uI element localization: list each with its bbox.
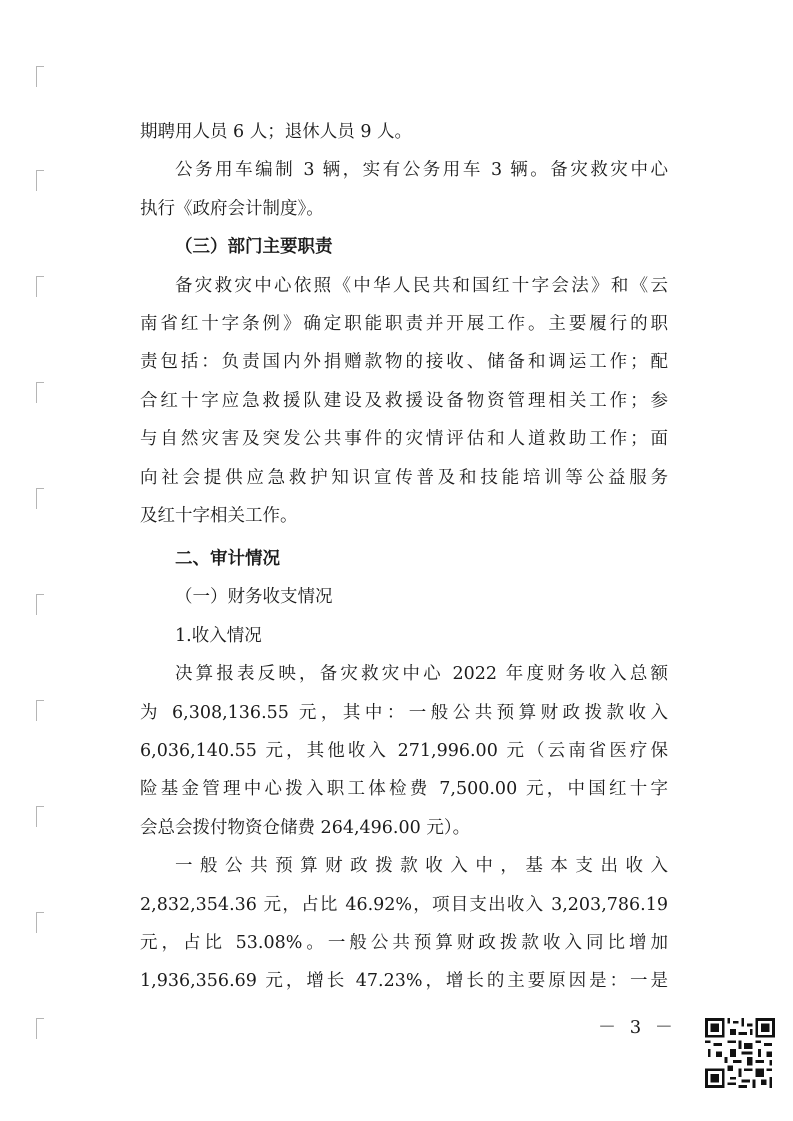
qr-code: [705, 1018, 775, 1088]
text-line: 合红十字应急救援队建设及救援设备物资管理相关工作；参: [140, 390, 668, 411]
text-line: 一般公共预算财政拨款收入中，基本支出收入: [175, 856, 668, 877]
text-line: 与自然灾害及突发公共事件的灾情评估和人道救助工作；面: [140, 429, 668, 450]
binding-mark: [36, 806, 44, 827]
section-heading: （三）部门主要职责: [175, 237, 333, 258]
binding-mark: [36, 912, 44, 933]
text-line: 险基金管理中心拨入职工体检费 7,500.00 元，中国红十字: [140, 779, 668, 800]
text-line: 公务用车编制 3 辆，实有公务用车 3 辆。备灾救灾中心: [175, 160, 668, 181]
subsection-heading: 1.收入情况: [175, 625, 262, 646]
text-line: 6,036,140.55 元，其他收入 271,996.00 元（云南省医疗保: [140, 740, 668, 761]
text-line: 责包括：负责国内外捐赠款物的接收、储备和调运工作；配: [140, 352, 668, 373]
binding-mark: [36, 382, 44, 403]
binding-mark: [36, 170, 44, 191]
binding-mark: [36, 1018, 44, 1039]
text-line: 及红十字相关工作。: [140, 505, 298, 526]
binding-mark: [36, 276, 44, 297]
text-line: 备灾救灾中心依照《中华人民共和国红十字会法》和《云: [175, 275, 668, 296]
text-line: 向社会提供应急救护知识宣传普及和技能培训等公益服务: [140, 467, 668, 488]
text-line: 决算报表反映，备灾救灾中心 2022 年度财务收入总额: [175, 664, 668, 685]
text-line: 期聘用人员 6 人；退休人员 9 人。: [140, 122, 413, 142]
text-line: 元，占比 53.08%。一般公共预算财政拨款收入同比增加: [140, 932, 668, 953]
text-line: 南省红十字条例》确定职能职责并开展工作。主要履行的职: [140, 313, 668, 334]
text-line: 会总会拨付物资仓储费 264,496.00 元）。: [140, 817, 471, 838]
binding-mark: [36, 66, 44, 87]
text-line: 为 6,308,136.55 元，其中：一般公共预算财政拨款收入: [140, 702, 668, 723]
binding-mark: [36, 594, 44, 615]
subsection-heading: （一）财务收支情况: [175, 587, 333, 608]
audit-section: [140, 540, 668, 1001]
text-line: 1,936,356.69 元，增长 47.23%，增长的主要原因是：一是: [140, 971, 668, 992]
text-line: 执行《政府会计制度》。: [140, 198, 324, 219]
binding-mark: [36, 700, 44, 721]
body-text: [140, 113, 668, 535]
binding-mark: [36, 488, 44, 509]
page-number: － 3 －: [598, 1017, 677, 1038]
section-heading: 二、审计情况: [175, 549, 280, 569]
text-line: 2,832,354.36 元，占比 46.92%，项目支出收入 3,203,786.19: [140, 894, 668, 915]
